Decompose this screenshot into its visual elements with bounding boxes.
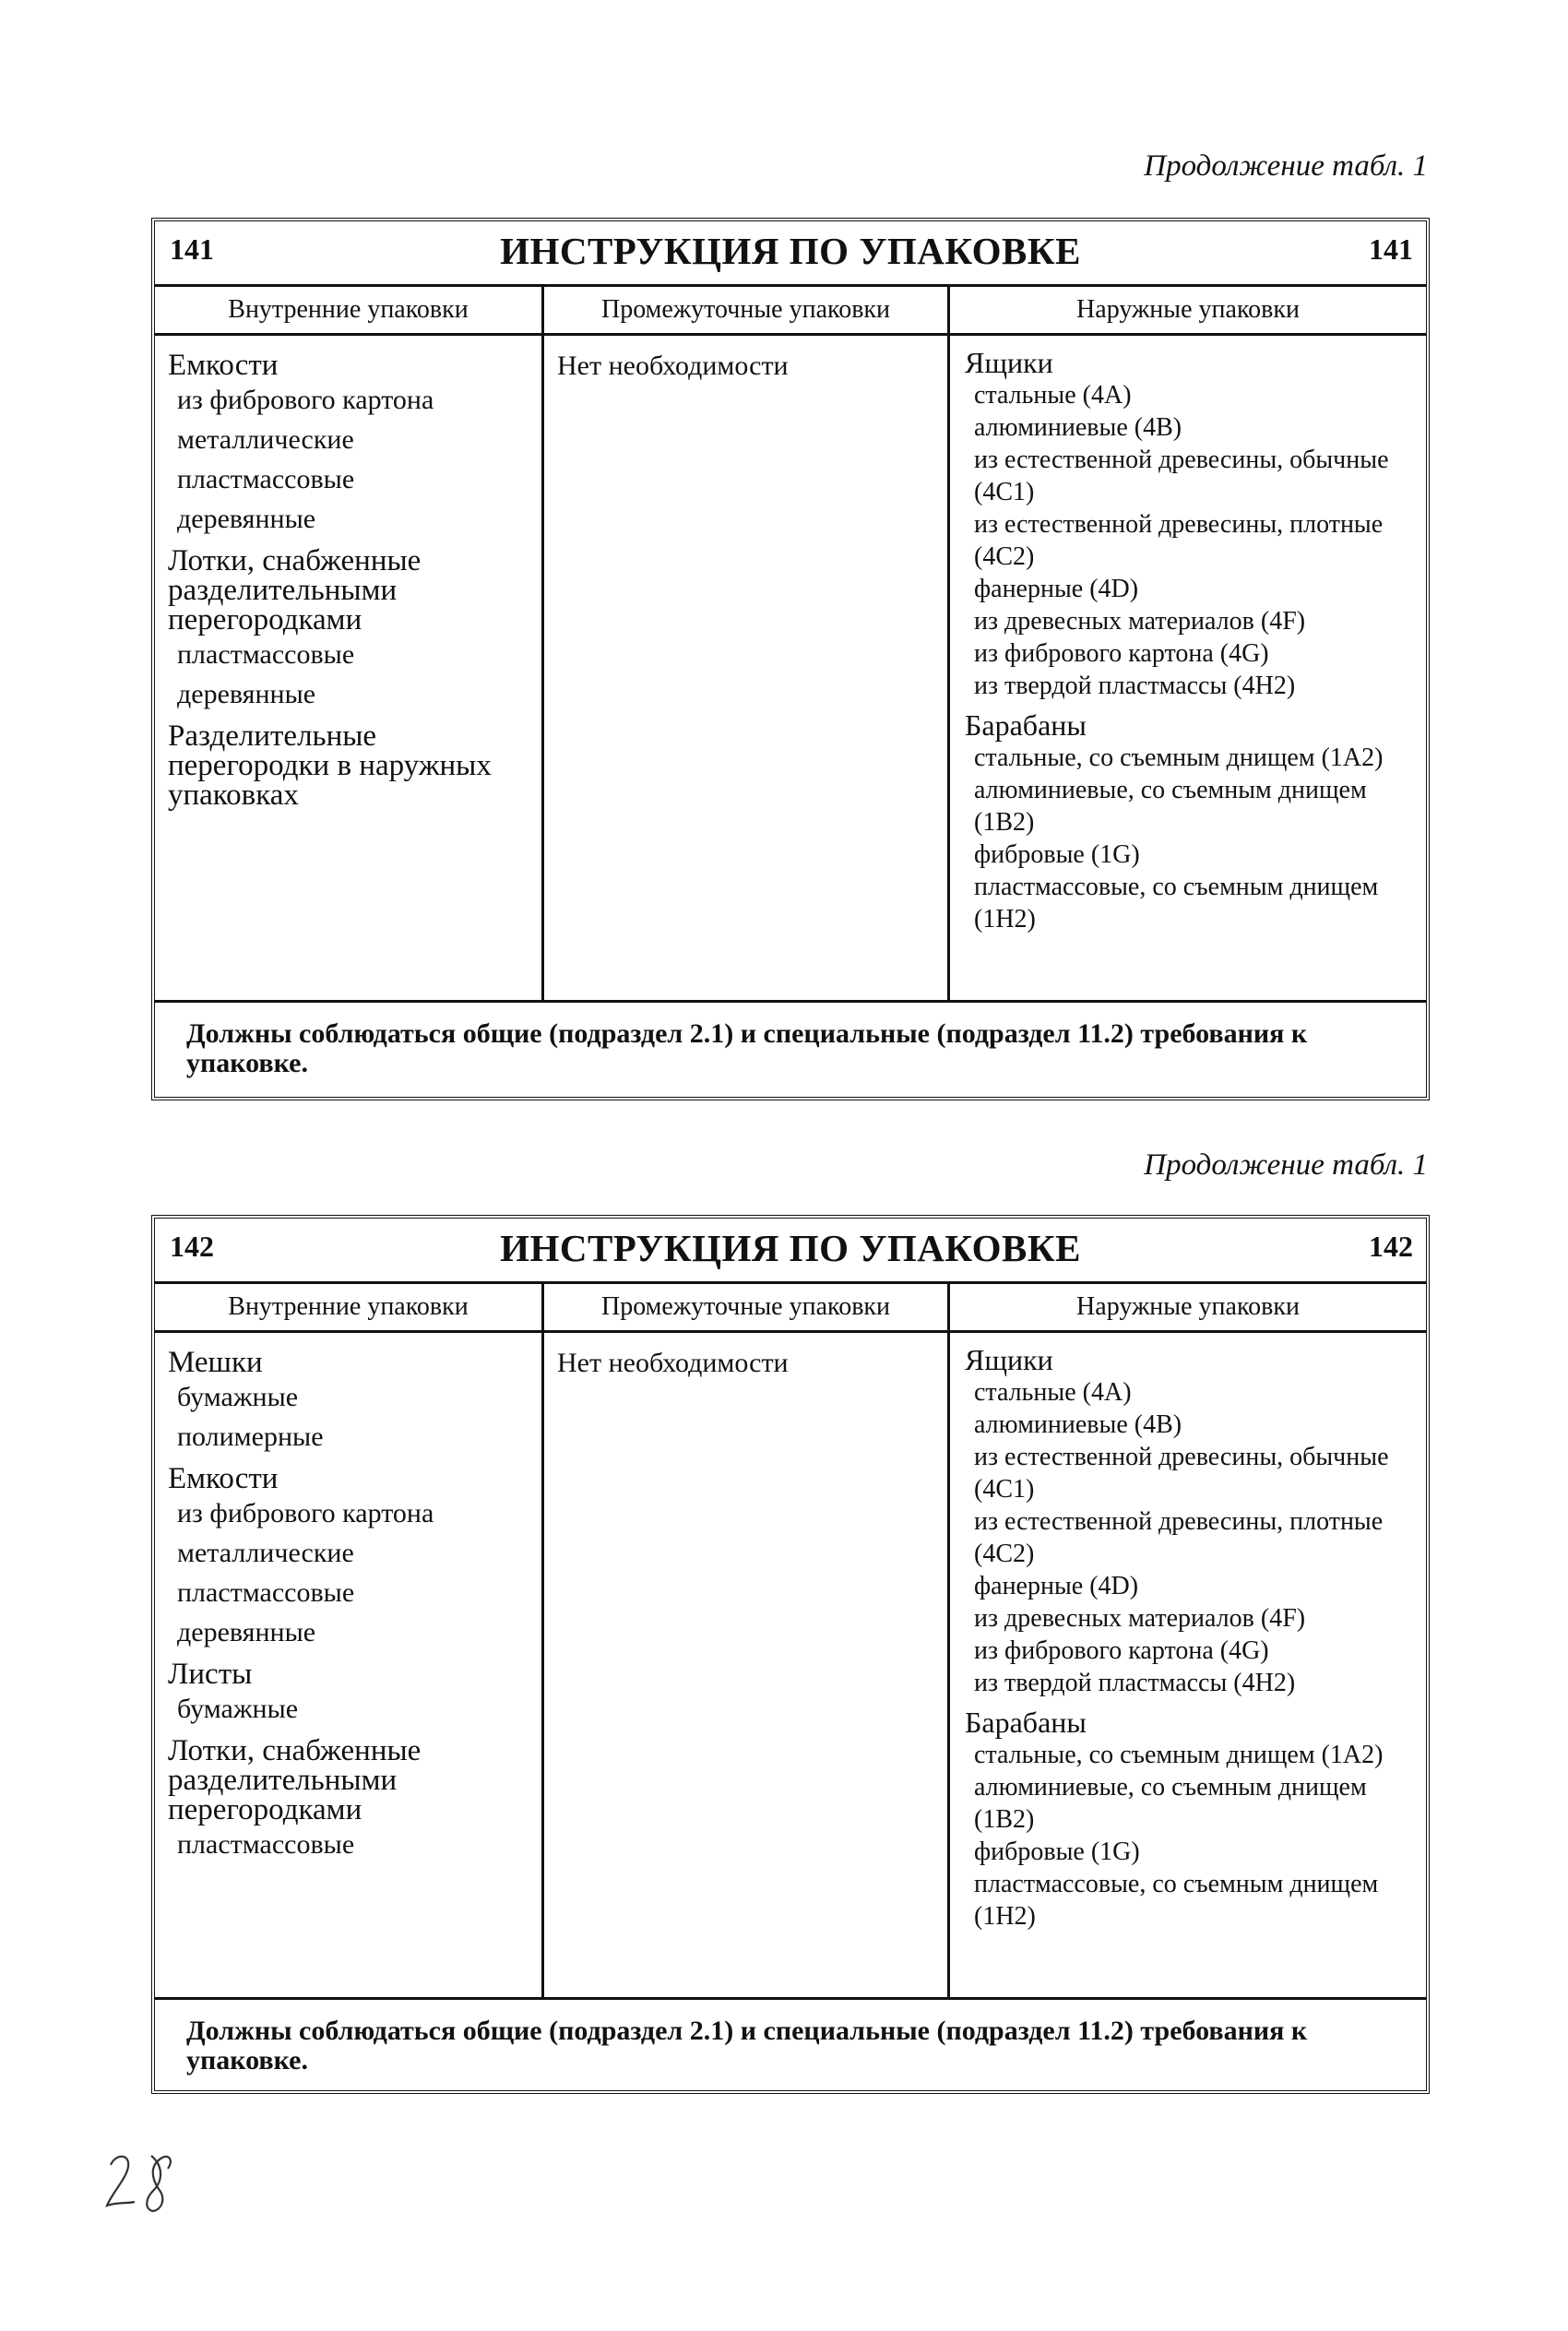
packaging-item: фанерные (4D) [974, 575, 1139, 603]
packaging-item: из древесных материалов (4F) [974, 1604, 1306, 1633]
packaging-item: из фибрового картона [177, 1498, 434, 1528]
packaging-item: из древесных материалов (4F) [974, 607, 1306, 636]
continuation-label: Продолжение табл. 1 [1144, 1148, 1428, 1182]
instruction-number-left: 141 [170, 232, 214, 266]
packaging-item: из естественной древесины, обычные (4C1) [974, 446, 1389, 506]
packaging-item: деревянные [177, 679, 316, 709]
packaging-group-title: Лотки, снабженные разделительными перегородками [168, 1734, 422, 1826]
packaging-item: металлические [177, 424, 354, 455]
instruction-title: ИНСТРУКЦИЯ ПО УПАКОВКЕ [500, 230, 1081, 272]
instruction-header [155, 221, 1426, 287]
instruction-body [155, 336, 1426, 1003]
packaging-group-title: Лотки, снабженные разделительными перегородками [168, 544, 422, 636]
outer-packagings-list [950, 1333, 1426, 1933]
packaging-group-title: Листы [168, 1658, 253, 1691]
packaging-group [168, 1348, 530, 1457]
packaging-item: бумажные [177, 1694, 299, 1724]
packaging-item: пластмассовые, со съемным днищем (1H2) [974, 873, 1379, 934]
intermediate-text: Нет необходимости [557, 1348, 789, 1378]
column-header-inner: Внутренние упаковки [155, 1284, 544, 1330]
instruction-body [155, 1333, 1426, 2000]
packaging-group [168, 721, 530, 810]
packaging-item: пластмассовые [177, 464, 355, 494]
packaging-item: алюминиевые (4B) [974, 1410, 1182, 1439]
packaging-item: из твердой пластмассы (4H2) [974, 1669, 1296, 1697]
packaging-group [965, 709, 1417, 935]
packaging-item: стальные (4A) [974, 1378, 1132, 1407]
packaging-group [168, 1736, 530, 1864]
packaging-group-title: Емкости [168, 349, 279, 382]
intermediate-packagings-cell [544, 1333, 950, 1997]
packing-instruction-142 [151, 1215, 1430, 2094]
packaging-group-title: Барабаны [965, 708, 1087, 742]
packaging-item: пластмассовые, со съемным днищем (1H2) [974, 1870, 1379, 1931]
packaging-item: пластмассовые [177, 1577, 355, 1608]
packaging-item: металлические [177, 1538, 354, 1568]
packaging-item: стальные (4A) [974, 381, 1132, 410]
packaging-item: из фибрового картона [177, 385, 434, 415]
packaging-item: из фибрового картона (4G) [974, 1636, 1269, 1665]
packaging-group-title: Мешки [168, 1346, 263, 1379]
packaging-item: стальные, со съемным днищем (1A2) [974, 1741, 1384, 1769]
instruction-title: ИНСТРУКЦИЯ ПО УПАКОВКЕ [500, 1227, 1081, 1269]
packaging-group [965, 1707, 1417, 1933]
packaging-group [965, 347, 1417, 702]
packaging-group-title: Емкости [168, 1462, 279, 1495]
outer-packagings-cell [950, 1333, 1426, 1997]
packaging-item: стальные, со съемным днищем (1A2) [974, 743, 1384, 772]
instruction-footer: Должны соблюдаться общие (подраздел 2.1) и специальные (подраздел 11.2) требования к упаковке. [186, 2016, 1308, 2075]
packaging-group-title: Барабаны [965, 1706, 1087, 1739]
column-headers [155, 287, 1426, 336]
packaging-item: из твердой пластмассы (4H2) [974, 672, 1296, 700]
instruction-number-right: 141 [1369, 232, 1413, 266]
column-headers [155, 1284, 1426, 1333]
intermediate-packagings-cell [544, 336, 950, 1000]
column-header-intermediate: Промежуточные упаковки [544, 287, 950, 333]
packaging-item: фибровые (1G) [974, 840, 1140, 869]
intermediate-text: Нет необходимости [557, 351, 789, 381]
column-header-outer: Наружные упаковки [1076, 295, 1300, 324]
instruction-number-left: 142 [170, 1230, 214, 1263]
outer-packagings-list [950, 336, 1426, 935]
packaging-item: полимерные [177, 1421, 324, 1452]
instruction-footer: Должны соблюдаться общие (подраздел 2.1) и специальные (подраздел 11.2) требования к упаковке. [186, 1018, 1308, 1078]
packaging-item: пластмассовые [177, 639, 355, 670]
inner-packagings-cell [155, 1333, 544, 1997]
packaging-item: фанерные (4D) [974, 1572, 1139, 1600]
packaging-item: из естественной древесины, плотные (4C2) [974, 1507, 1384, 1568]
packaging-group [168, 1464, 530, 1652]
inner-packagings-list [155, 336, 541, 810]
packaging-item: алюминиевые, со съемным днищем (1B2) [974, 1773, 1367, 1834]
packaging-item: деревянные [177, 504, 316, 534]
instruction-number-right: 142 [1369, 1230, 1413, 1263]
packaging-item: из фибрового картона (4G) [974, 639, 1269, 668]
column-header-inner: Внутренние упаковки [155, 287, 544, 333]
packaging-item: алюминиевые (4B) [974, 413, 1182, 442]
packaging-group [168, 351, 530, 539]
outer-packagings-cell [950, 336, 1426, 1000]
packaging-group-title: Ящики [965, 1343, 1053, 1376]
column-header-intermediate: Промежуточные упаковки [544, 1284, 950, 1330]
packaging-group [168, 1659, 530, 1729]
packaging-item: бумажные [177, 1382, 299, 1412]
packaging-group-title: Ящики [965, 346, 1053, 379]
packing-instruction-141 [151, 218, 1430, 1100]
packaging-item: алюминиевые, со съемным днищем (1B2) [974, 776, 1367, 837]
packaging-group-title: Разделительные перегородки в наружных упаковках [168, 720, 492, 812]
column-header-outer: Наружные упаковки [1076, 1292, 1300, 1321]
packaging-group [965, 1344, 1417, 1699]
continuation-label: Продолжение табл. 1 [1144, 149, 1428, 183]
packaging-item: деревянные [177, 1617, 316, 1647]
instruction-header [155, 1219, 1426, 1284]
inner-packagings-list [155, 1333, 541, 1864]
inner-packagings-cell [155, 336, 544, 1000]
packaging-item: пластмассовые [177, 1829, 355, 1860]
packaging-item: фибровые (1G) [974, 1837, 1140, 1866]
packaging-item: из естественной древесины, плотные (4C2) [974, 510, 1384, 571]
packaging-group [168, 546, 530, 714]
handwritten-page-number [98, 2145, 190, 2218]
packaging-item: из естественной древесины, обычные (4C1) [974, 1443, 1389, 1504]
